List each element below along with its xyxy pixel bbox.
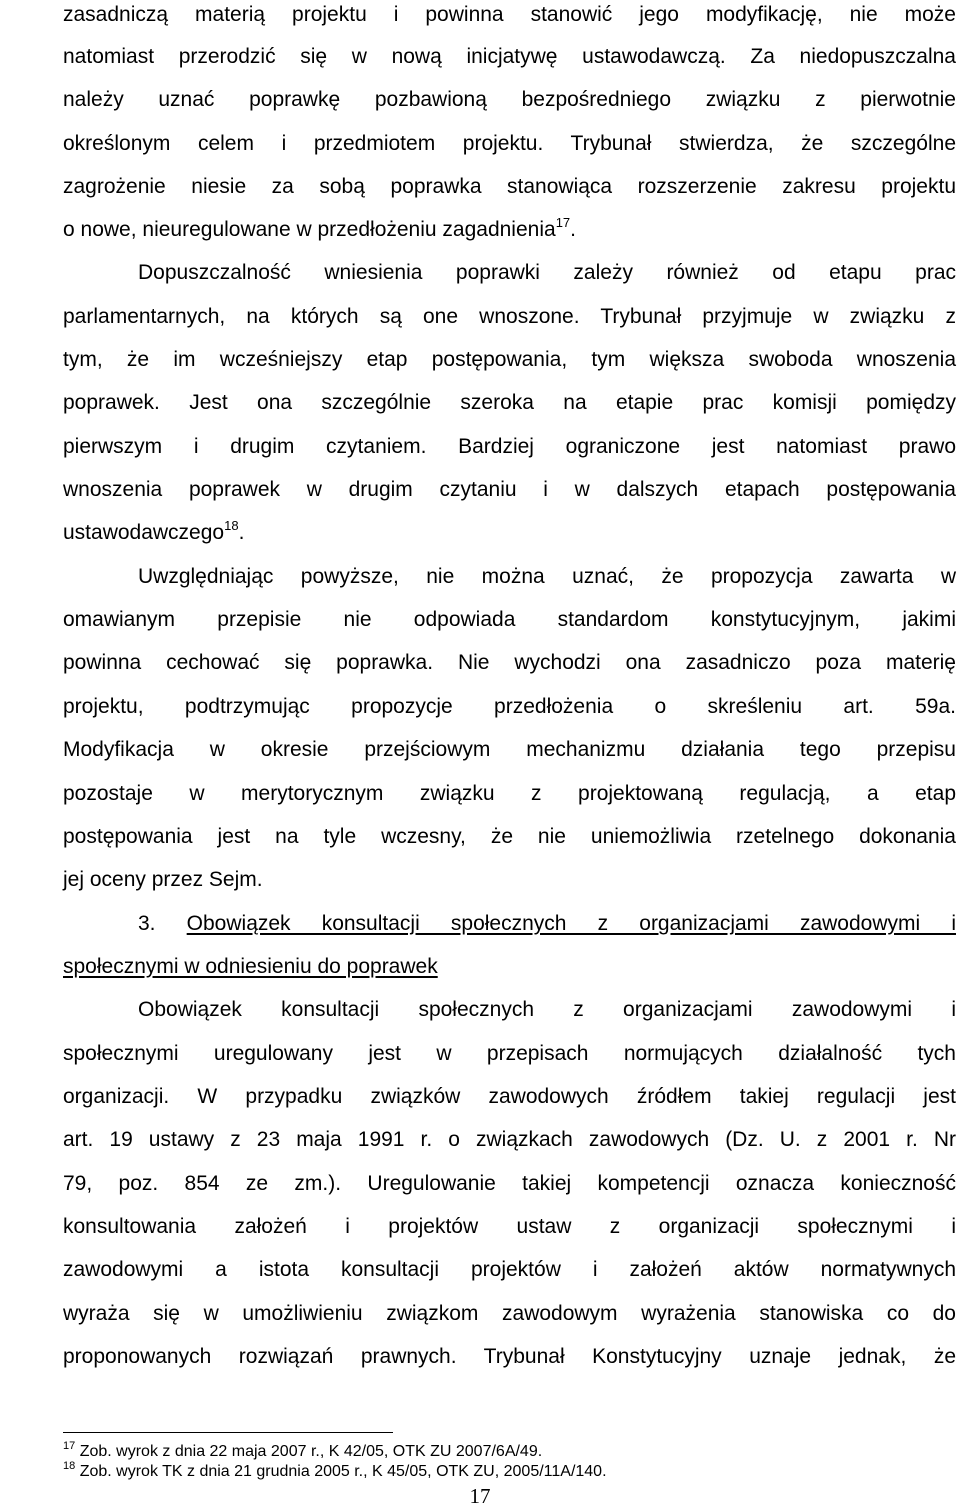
paragraph-2-line-1: Dopuszczalność wniesienia poprawki zależy również od etapu prac [138, 261, 956, 284]
footnote-17-number: 17 [63, 1440, 76, 1452]
paragraph-2-line-3: tym, że im wcześniejszy etap postępowania, tym większa swoboda wnoszenia [63, 348, 956, 371]
footnote-18-number: 18 [63, 1460, 76, 1472]
paragraph-1-line-4: określonym celem i przedmiotem projektu. Trybunał stwierdza, że szczególne [63, 132, 956, 155]
paragraph-1-line-1: zasadniczą materią projektu i powinna stanowić jego modyfikację, nie może [63, 3, 956, 26]
paragraph-1-end-punct: . [570, 218, 576, 241]
section-number: 3. [138, 912, 156, 935]
footnote-17-text: Zob. wyrok z dnia 22 maja 2007 r., K 42/05, OTK ZU 2007/6A/49. [79, 1443, 543, 1460]
paragraph-4-line-3: organizacji. W przypadku związków zawodowych źródłem takiej regulacji jest [63, 1085, 956, 1108]
paragraph-1-line-2: natomiast przerodzić się w nową inicjatywę ustawodawczą. Za niedopuszczalna [63, 45, 956, 68]
footnote-ref-18: 18 [224, 518, 239, 533]
paragraph-4-line-9: proponowanych rozwiązań prawnych. Trybunał Konstytucyjny uznaje jednak, że [63, 1345, 956, 1368]
paragraph-3-line-4: projektu, podtrzymując propozycje przedłożenia o skreśleniu art. 59a. [63, 695, 956, 718]
section-heading-line-2 [63, 952, 956, 982]
paragraph-3-line-2: omawianym przepisie nie odpowiada standardom konstytucyjnym, jakimi [63, 608, 956, 631]
paragraph-2-line-2: parlamentarnych, na których są one wnoszone. Trybunał przyjmuje w związku z [63, 305, 956, 328]
paragraph-3-line-3: powinna cechować się poprawka. Nie wychodzi ona zasadniczo poza materię [63, 651, 956, 674]
paragraph-2-line-5: pierwszym i drugim czytaniem. Bardziej ograniczone jest natomiast prawo [63, 435, 956, 458]
section-title-line-1: Obowiązek konsultacji społecznych z organizacjami zawodowymi i [186, 912, 956, 935]
paragraph-2-line-6: wnoszenia poprawek w drugim czytaniu i w dalszych etapach postępowania [63, 478, 956, 501]
paragraph-1-line-5: zagrożenie niesie za sobą poprawka stanowiąca rozszerzenie zakresu projektu [63, 175, 956, 198]
section-title-line-2: społecznymi w odniesieniu do poprawek [63, 955, 438, 978]
paragraph-3-line-6: pozostaje w merytorycznym związku z projektowaną regulacją, a etap [63, 782, 956, 805]
footnote-separator [63, 1432, 393, 1433]
paragraph-1-line-6-text: o nowe, nieuregulowane w przedłożeniu zagadnienia [63, 218, 556, 241]
footnote-18 [63, 1462, 956, 1482]
paragraph-3-line-8: jej oceny przez Sejm. [63, 868, 263, 891]
paragraph-1-line-3: należy uznać poprawkę pozbawioną bezpośredniego związku z pierwotnie [63, 88, 956, 111]
footnote-17 [63, 1442, 956, 1462]
page-number: 17 [469, 1484, 491, 1508]
section-heading [138, 909, 956, 939]
paragraph-4-line-7: zawodowymi a istota konsultacji projektów i założeń aktów normatywnych [63, 1258, 956, 1281]
footnote-ref-17: 17 [555, 215, 571, 230]
paragraph-2-line-7 [63, 518, 956, 548]
footnote-18-text: Zob. wyrok TK z dnia 21 grudnia 2005 r., K 45/05, OTK ZU, 2005/11A/140. [79, 1463, 607, 1480]
paragraph-2-line-4: poprawek. Jest ona szczególnie szeroka na etapie prac komisji pomiędzy [63, 391, 956, 414]
paragraph-4-line-8: wyraża się w umożliwieniu związkom zawodowym wyrażenia stanowiska co do [63, 1302, 956, 1325]
paragraph-3-line-7: postępowania jest na tyle wczesny, że nie uniemożliwia rzetelnego dokonania [63, 825, 956, 848]
paragraph-2-end-punct: . [238, 521, 245, 544]
paragraph-3-line-5: Modyfikacja w okresie przejściowym mechanizmu działania tego przepisu [63, 738, 956, 761]
paragraph-1-line-6 [63, 215, 956, 245]
paragraph-4-line-5: 79, poz. 854 ze zm.). Uregulowanie takiej kompetencji oznacza konieczność [63, 1172, 956, 1195]
paragraph-3-line-1: Uwzględniając powyższe, nie można uznać, że propozycja zawarta w [138, 565, 956, 588]
paragraph-4-line-1: Obowiązek konsultacji społecznych z organizacjami zawodowymi i [138, 998, 956, 1021]
paragraph-4-line-4: art. 19 ustawy z 23 maja 1991 r. o związkach zawodowych (Dz. U. z 2001 r. Nr [63, 1128, 956, 1151]
paragraph-4-line-2: społecznymi uregulowany jest w przepisach normujących działalność tych [63, 1042, 956, 1065]
paragraph-2-line-7-text: ustawodawczego [63, 521, 225, 544]
paragraph-4-line-6: konsultowania założeń i projektów ustaw z organizacji społecznymi i [63, 1215, 956, 1238]
